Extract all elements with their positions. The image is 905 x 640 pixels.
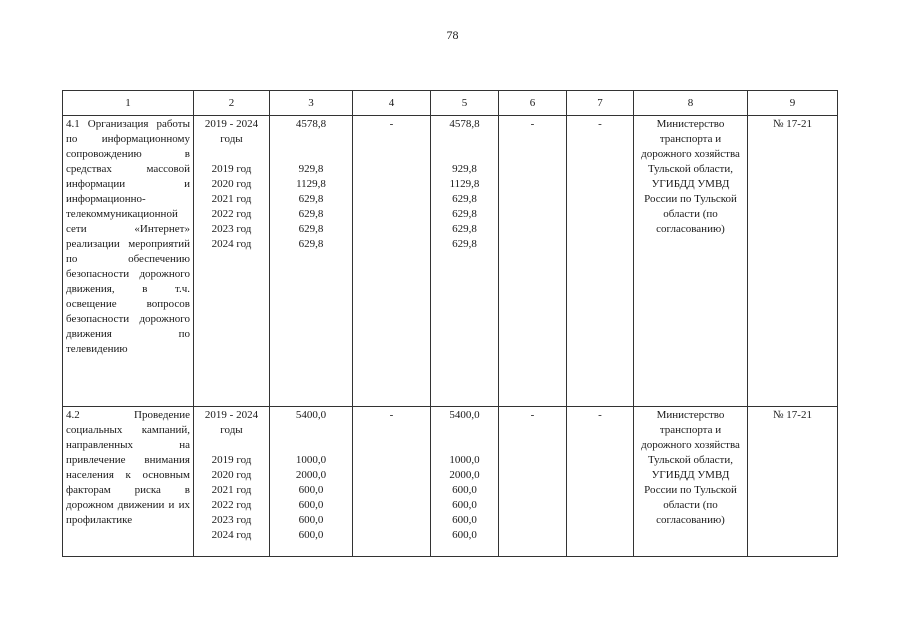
- year-label: 2021 год: [211, 193, 252, 205]
- col6-cell: -: [499, 116, 567, 407]
- col5-year-value: 1129,8: [449, 178, 480, 190]
- year-label: 2019 год: [211, 454, 252, 466]
- col3-total: 5400,0: [295, 409, 327, 421]
- table-row: [63, 407, 838, 557]
- col7-cell: -: [567, 116, 634, 407]
- col5-total: 4578,8: [449, 118, 480, 130]
- col6-cell: -: [499, 407, 567, 557]
- col3-year-value: 629,8: [298, 193, 324, 205]
- col5-year-value: 1000,0: [449, 454, 480, 466]
- period-cell: [194, 407, 270, 557]
- col3-year-value: 600,0: [298, 499, 324, 511]
- reference-cell: № 17-21: [748, 116, 838, 407]
- executor-cell: Министерство транспорта и дорожного хозяйства Тульской области, УГИБДД УМВД России по Тульской области (по согласованию): [634, 407, 748, 557]
- header-cell: 1: [63, 91, 194, 116]
- header-cell: 2: [194, 91, 270, 116]
- col4-cell: -: [353, 407, 431, 557]
- header-cell: 5: [431, 91, 499, 116]
- activity-name: 4.2 Проведение социальных кампаний, направленных на привлечение внимания населения к основным факторам риска в дорожном движении и их профилактике: [63, 407, 194, 557]
- col3-year-value: 2000,0: [295, 469, 327, 481]
- col3-year-value: 629,8: [298, 223, 324, 235]
- col5-year-value: 929,8: [452, 163, 477, 175]
- col3-year-value: 929,8: [298, 163, 324, 175]
- year-label: 2022 год: [211, 499, 252, 511]
- program-table: [62, 90, 838, 557]
- col3-year-value: 600,0: [298, 529, 324, 541]
- period-range: 2019 - 2024: [204, 118, 259, 130]
- executor-cell: Министерство транспорта и дорожного хозяйства Тульской области, УГИБДД УМВД России по Тульской области (по согласованию): [634, 116, 748, 407]
- col7-cell: -: [567, 407, 634, 557]
- activity-name: 4.1 Организация работы по информационному сопровождению в средствах массовой информации и информационно-телекоммуникационной сети «Интернет» реализации мероприятий по обеспечению безопасности дорожного движения, в т.ч. освещение вопросов безопасности дорожного движения по телевидению: [63, 116, 194, 407]
- header-cell: 6: [499, 91, 567, 116]
- col5-year-value: 600,0: [452, 499, 477, 511]
- header-row: [63, 91, 838, 116]
- year-label: 2021 год: [211, 484, 252, 496]
- year-label: 2023 год: [211, 223, 252, 235]
- year-label: 2020 год: [211, 469, 252, 481]
- year-label: 2022 год: [211, 208, 252, 220]
- year-label: 2023 год: [211, 514, 252, 526]
- year-label: 2019 год: [211, 163, 252, 175]
- col3-year-value: 600,0: [298, 484, 324, 496]
- period-range: 2019 - 2024: [204, 409, 259, 421]
- col3-year-value: 1000,0: [295, 454, 327, 466]
- header-cell: 3: [270, 91, 353, 116]
- col5-year-value: 629,8: [452, 223, 477, 235]
- col5-year-value: 600,0: [452, 514, 477, 526]
- col3-year-value: 629,8: [298, 208, 324, 220]
- year-label: 2020 год: [211, 178, 252, 190]
- header-cell: 9: [748, 91, 838, 116]
- header-cell: 4: [353, 91, 431, 116]
- year-label: 2024 год: [211, 529, 252, 541]
- col3-cell: [270, 116, 353, 407]
- period-unit: годы: [220, 133, 243, 145]
- col4-cell: -: [353, 116, 431, 407]
- reference-cell: № 17-21: [748, 407, 838, 557]
- col5-cell: [431, 407, 499, 557]
- header-cell: 7: [567, 91, 634, 116]
- table-row: [63, 116, 838, 407]
- col3-total: 4578,8: [295, 118, 327, 130]
- col3-year-value: 629,8: [298, 238, 324, 250]
- col5-total: 5400,0: [449, 409, 480, 421]
- col5-year-value: 2000,0: [449, 469, 480, 481]
- period-unit: годы: [220, 424, 243, 436]
- header-cell: 8: [634, 91, 748, 116]
- col3-cell: [270, 407, 353, 557]
- col5-year-value: 629,8: [452, 193, 477, 205]
- col5-cell: [431, 116, 499, 407]
- col5-year-value: 629,8: [452, 208, 477, 220]
- col3-year-value: 1129,8: [296, 178, 326, 190]
- page-number: 78: [446, 28, 459, 42]
- col5-year-value: 600,0: [452, 484, 477, 496]
- period-cell: [194, 116, 270, 407]
- col3-year-value: 600,0: [298, 514, 324, 526]
- col5-year-value: 629,8: [452, 238, 477, 250]
- col5-year-value: 600,0: [452, 529, 477, 541]
- year-label: 2024 год: [211, 238, 252, 250]
